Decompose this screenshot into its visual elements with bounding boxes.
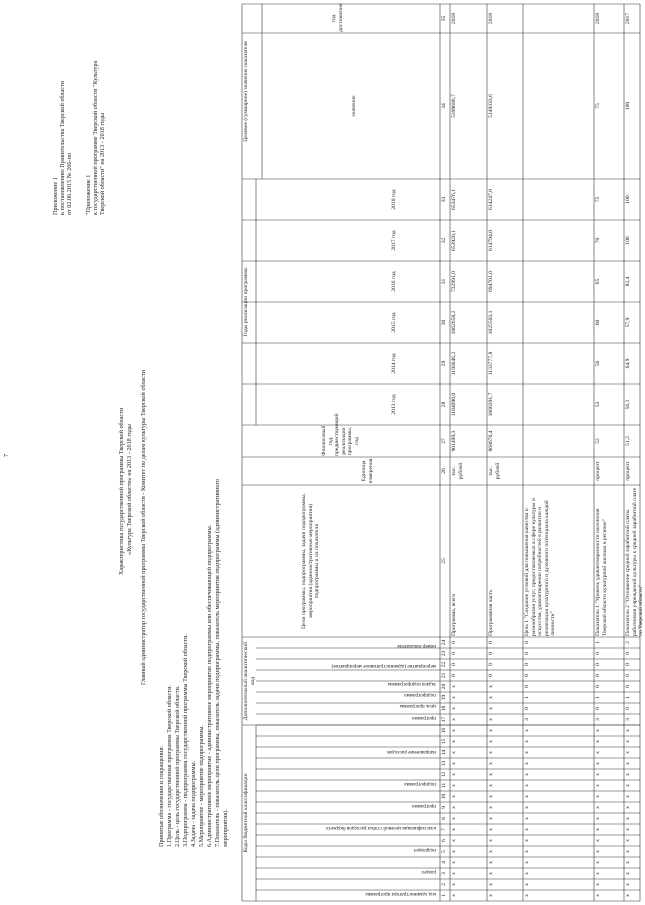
row-year-value: 60 xyxy=(595,319,601,326)
abbrev-item: 1.Программа - государственная программа Тверской области. xyxy=(166,685,173,847)
code-cell: х xyxy=(488,806,494,809)
header-years: Годы реализации программы xyxy=(243,267,249,337)
row-name: Цель 1 "Создание условий для повышения качества и разнообразия услуг, предоставляемых в сфере культуры и искусства, удовлетворение потребностей в развитии и реализации культурного и духовного потенциала каждой личности" xyxy=(524,498,557,636)
row-target-value: 5399686,7 xyxy=(451,94,457,118)
code-cell: 0 xyxy=(451,641,457,644)
code-cell: х xyxy=(625,784,631,787)
code-cell: х xyxy=(524,850,530,853)
code-cell: х xyxy=(451,707,457,710)
row-year-value: 64,9 xyxy=(625,358,631,369)
code-cell: х xyxy=(625,795,631,798)
code-cell: х xyxy=(451,861,457,864)
code-cell: 0 xyxy=(524,663,530,666)
row-target-value: 75 xyxy=(595,103,601,109)
code-cell: 0 xyxy=(524,707,530,710)
code-cell: х xyxy=(524,773,530,776)
header-target-year: год достижения xyxy=(331,3,344,32)
column-number: 13 xyxy=(441,760,447,767)
code-cell: х xyxy=(488,817,494,820)
code-cell: х xyxy=(524,806,530,809)
row-year-value: 53 xyxy=(595,401,601,408)
code-cell: 0 xyxy=(488,663,494,666)
column-number: 18 xyxy=(441,705,447,712)
code-cell: х xyxy=(451,751,457,754)
header-target-value: значение xyxy=(351,95,357,117)
code-cell: х xyxy=(625,773,631,776)
row-year-value: 694701,0 xyxy=(488,271,494,292)
column-number: 4 xyxy=(441,861,447,864)
code-cell: х xyxy=(595,850,601,853)
appendix-2-line-1: "Приложение 1 xyxy=(85,174,92,215)
code-cell: х xyxy=(451,784,457,787)
code-cell: х xyxy=(488,784,494,787)
code-cell: х xyxy=(451,718,457,721)
column-number: 26 xyxy=(441,468,447,474)
row-year-value: 100 xyxy=(625,236,631,245)
column-number: 34 xyxy=(441,103,447,109)
row-unit xyxy=(524,458,593,484)
column-number: 5 xyxy=(441,850,447,853)
code-cell: х xyxy=(488,872,494,875)
abbrev-item: 3.Подпрограмма - подпрограмма государственной программы Тверской области. xyxy=(182,634,189,847)
row-target-value: 100 xyxy=(625,101,631,111)
code-cell: х xyxy=(451,817,457,820)
code-cell: х xyxy=(595,729,601,732)
code-cell: х xyxy=(451,883,457,886)
row-target-year: 2017 xyxy=(625,12,631,25)
code-cell: х xyxy=(451,872,457,875)
code-cell: х xyxy=(524,817,530,820)
code-cell: 0 xyxy=(524,674,530,677)
column-number: 24 xyxy=(441,639,447,646)
row-target-year: 2018 xyxy=(451,12,457,25)
header-analytic-code: Дополнительный аналитический код xyxy=(243,641,256,721)
code-cell: х xyxy=(524,729,530,732)
column-number: 27 xyxy=(441,438,447,444)
code-cell: х xyxy=(625,817,631,820)
column-number: 28 xyxy=(441,401,447,408)
column-number: 2 xyxy=(441,883,447,886)
appendix-2-line-2: к государственной программе Тверской области "Культура xyxy=(92,60,99,215)
column-number: 15 xyxy=(441,738,447,745)
header-a-cel: цель программы xyxy=(399,703,436,709)
header-year-1: 2013 год xyxy=(391,394,397,415)
code-cell: х xyxy=(488,828,494,831)
row-year-value: 614794,0 xyxy=(488,230,494,251)
header-year-5: 2017 год xyxy=(391,230,397,251)
code-cell: 2 xyxy=(625,641,631,644)
row-year-value: 100 xyxy=(625,195,631,204)
code-cell: х xyxy=(524,872,530,875)
row-year-value: 732991,0 xyxy=(451,271,457,292)
row-unit: тыс. рублей xyxy=(451,462,464,480)
row-year-value: 1193646,2 xyxy=(451,351,457,376)
column-number: 32 xyxy=(441,237,447,244)
column-number: 33 xyxy=(441,196,447,203)
row-year-value: 56,1 xyxy=(625,399,631,410)
code-cell: х xyxy=(595,762,601,765)
code-cell: х xyxy=(625,883,631,886)
code-cell: х xyxy=(595,740,601,743)
abbrev-item: 6.Административное мероприятие - административное мероприятие подпрограммы или обеспечивающей подпрограммы. xyxy=(206,524,213,847)
code-cell: х xyxy=(451,795,457,798)
column-number: 6 xyxy=(441,839,447,842)
column-number: 14 xyxy=(441,749,447,756)
column-number: 21 xyxy=(441,672,447,679)
column-number: 7 xyxy=(441,828,447,831)
code-cell: х xyxy=(595,839,601,842)
column-number: 29 xyxy=(441,360,447,367)
column-number: 35 xyxy=(441,15,447,22)
row-target-year: 2018 xyxy=(595,12,601,25)
header-class: классификация целевой статьи расходов бюджета xyxy=(326,825,436,831)
row-unit: процент xyxy=(595,461,601,481)
code-cell: 0 xyxy=(595,663,601,666)
code-cell: х xyxy=(488,729,494,732)
header-fin-year: Финансовый год, предшествующий реализации программы, год xyxy=(321,413,360,456)
code-cell: 0 xyxy=(451,652,457,655)
code-cell: х xyxy=(625,850,631,853)
row-year-value: 1062658,2 xyxy=(451,310,457,335)
code-cell: х xyxy=(595,817,601,820)
header-podrazdel: подраздел xyxy=(413,847,436,853)
header-a-sub: подпрограмма xyxy=(404,692,436,698)
column-number: 25 xyxy=(441,558,447,564)
abbrev-item: 7.Показатель - показатель цели программы, показатель задачи подпрограммы, показатель мероприятия подпрограммы (административного xyxy=(214,479,221,847)
column-number: 8 xyxy=(441,817,447,820)
row-name: Программа, всего xyxy=(451,593,457,636)
code-cell: 0 xyxy=(488,652,494,655)
row-name: Показатель 2 "Отношение средней заработной платы работников учреждений культуры к средней заработной плате по Тверской области" xyxy=(625,487,645,636)
abbrev-item: 2.Цель - цель государственной программы Тверской области. xyxy=(174,685,181,847)
row-year-value: 653920,1 xyxy=(451,230,457,251)
code-cell: х xyxy=(451,685,457,688)
code-cell: 1 xyxy=(595,696,601,699)
column-number: 1 xyxy=(441,894,447,897)
code-cell: х xyxy=(625,740,631,743)
row-name: Показатель 1 "Уровень удовлетворенности населения Тверской области культурной жизнью в регионе" xyxy=(595,508,608,636)
code-cell: х xyxy=(488,685,494,688)
code-cell: х xyxy=(625,861,631,864)
code-cell: 0 xyxy=(451,674,457,677)
code-cell: х xyxy=(451,762,457,765)
column-number: 11 xyxy=(441,782,447,789)
row-year-value: 70 xyxy=(595,237,601,244)
code-cell: х xyxy=(595,806,601,809)
header-year-2: 2014 год xyxy=(391,353,397,374)
code-cell: х xyxy=(595,894,601,897)
row-year-value: 82,4 xyxy=(625,276,631,287)
code-cell: х xyxy=(625,828,631,831)
code-cell: х xyxy=(595,751,601,754)
page-number: 7 xyxy=(4,454,10,457)
code-cell: 0 xyxy=(488,641,494,644)
row-target-year xyxy=(524,5,593,32)
header-year-3: 2015 год xyxy=(391,312,397,333)
row-year-value xyxy=(524,262,593,301)
header-year-6: 2018 год xyxy=(391,189,397,210)
code-cell: 0 xyxy=(625,663,631,666)
header-target: Целевое (суммарное) значение показателя xyxy=(243,41,249,142)
code-cell: х xyxy=(488,762,494,765)
appendix-1-line-1: Приложение 1 xyxy=(52,177,59,215)
code-cell: 0 xyxy=(451,663,457,666)
row-fin: 52 xyxy=(595,438,601,444)
title-line-1: Характеристика государственной программы Тверской области xyxy=(118,407,125,575)
header-program: программа xyxy=(412,803,436,809)
code-cell: х xyxy=(595,773,601,776)
row-unit: тыс. рублей xyxy=(488,462,501,480)
code-cell: 0 xyxy=(625,652,631,655)
header-direction: направление расходов xyxy=(387,749,436,755)
code-cell: х xyxy=(524,883,530,886)
code-cell: х xyxy=(488,839,494,842)
code-cell: 1 xyxy=(524,696,530,699)
code-cell: 0 xyxy=(595,652,601,655)
code-cell: х xyxy=(451,894,457,897)
row-year-value: 614247,0 xyxy=(488,189,494,210)
code-cell: х xyxy=(524,861,530,864)
code-cell: х xyxy=(488,894,494,897)
header-year-4: 2016 год xyxy=(391,271,397,292)
column-number: 23 xyxy=(441,650,447,657)
abbrev-header: Принятые обозначения и сокращения: xyxy=(158,746,165,847)
code-cell: 0 xyxy=(595,707,601,710)
row-year-value: 1025503,1 xyxy=(488,310,494,335)
abbrev-item: 4.Задача - задача подпрограммы. xyxy=(190,760,197,847)
column-number: 22 xyxy=(441,661,447,668)
row-year-value: 1184090,0 xyxy=(451,392,457,417)
row-year-value: 75 xyxy=(595,196,601,203)
code-cell: х xyxy=(625,806,631,809)
code-cell: х xyxy=(488,850,494,853)
column-number: 17 xyxy=(441,716,447,723)
row-year-value xyxy=(524,344,593,383)
code-cell: х xyxy=(488,707,494,710)
row-target-value xyxy=(524,34,593,178)
code-cell: 0 xyxy=(595,685,601,688)
header-unit: Единица измерения xyxy=(361,458,374,484)
header-a-event: мероприятие (административное мероприятие) xyxy=(331,663,436,669)
code-cell: х xyxy=(595,795,601,798)
code-cell: х xyxy=(451,740,457,743)
column-number: 20 xyxy=(441,683,447,690)
header-a-program: программа xyxy=(412,715,436,721)
code-cell: 0 xyxy=(524,652,530,655)
column-number: 19 xyxy=(441,694,447,701)
row-year-value xyxy=(524,221,593,260)
code-cell: х xyxy=(488,718,494,721)
code-cell: х xyxy=(488,861,494,864)
code-cell: х xyxy=(595,883,601,886)
row-name: Программная часть xyxy=(488,589,494,636)
code-cell: х xyxy=(524,751,530,754)
code-cell: х xyxy=(488,751,494,754)
column-number: 9 xyxy=(441,806,447,809)
header-name: Цели программы, подпрограммы, задачи подпрограммы, мероприятия (административные мероприятия) подпрограммы и их показатели xyxy=(301,493,321,629)
code-cell: 0 xyxy=(524,685,530,688)
row-year-value xyxy=(524,303,593,342)
row-year-value: 57,9 xyxy=(625,317,631,328)
code-cell: 3 xyxy=(524,718,530,721)
code-cell: 0 xyxy=(524,641,530,644)
code-cell: х xyxy=(451,773,457,776)
code-cell: х xyxy=(625,894,631,897)
code-cell: х xyxy=(451,806,457,809)
column-number: 16 xyxy=(441,727,447,734)
code-cell: х xyxy=(595,872,601,875)
code-cell: х xyxy=(451,729,457,732)
code-cell: х xyxy=(524,828,530,831)
header-a-ind: номер показателя xyxy=(397,643,436,649)
header-a-task: задача подпрограммы xyxy=(387,681,436,687)
row-fin: 51,2 xyxy=(625,436,631,446)
code-cell: х xyxy=(625,729,631,732)
code-cell: х xyxy=(451,696,457,699)
code-cell: 3 xyxy=(625,718,631,721)
appendix-2-line-3: Тверской области" на 2013 - 2018 годы xyxy=(99,112,106,215)
code-cell: х xyxy=(524,762,530,765)
row-year-value: 56 xyxy=(595,360,601,367)
code-cell: х xyxy=(524,795,530,798)
column-number: 31 xyxy=(441,278,447,285)
code-cell: 1 xyxy=(625,696,631,699)
code-cell: 0 xyxy=(625,674,631,677)
header-razdel: раздел xyxy=(421,869,436,875)
code-cell: 0 xyxy=(625,685,631,688)
row-year-value: 65 xyxy=(595,278,601,285)
code-cell: х xyxy=(488,795,494,798)
code-cell: х xyxy=(524,740,530,743)
code-cell: х xyxy=(625,762,631,765)
code-cell: 0 xyxy=(625,707,631,710)
code-cell: х xyxy=(524,784,530,787)
code-cell: х xyxy=(451,839,457,842)
code-cell: 3 xyxy=(595,718,601,721)
code-cell: х xyxy=(451,850,457,853)
row-unit: процент xyxy=(625,461,631,481)
column-number: 30 xyxy=(441,319,447,326)
code-cell: х xyxy=(488,883,494,886)
row-fin: 868670,4 xyxy=(488,430,494,452)
column-number: 3 xyxy=(441,872,447,875)
header-subprogram: подпрограмма xyxy=(404,781,436,787)
header-admin: код администратора программы xyxy=(365,891,436,897)
abbrev-item: 5.Мероприятие - мероприятие подпрограммы. xyxy=(198,725,205,847)
column-number: 12 xyxy=(441,771,447,778)
abbrev-item: мероприятия). xyxy=(222,809,229,847)
code-cell: х xyxy=(524,839,530,842)
appendix-1-line-2: к постановлению Правительства Тверской области xyxy=(59,80,66,215)
appendix-1-line-3: от 02.06.2015 № 266-пп xyxy=(66,152,73,215)
code-cell: 1 xyxy=(595,641,601,644)
code-cell: х xyxy=(625,872,631,875)
code-cell: х xyxy=(595,861,601,864)
row-target-year: 2018 xyxy=(488,12,494,25)
code-cell: х xyxy=(524,894,530,897)
code-cell: 0 xyxy=(488,674,494,677)
code-cell: х xyxy=(488,696,494,699)
row-fin: 901499,3 xyxy=(451,430,457,452)
row-year-value: 1133777,8 xyxy=(488,351,494,376)
title-line-3: Главный администратор государственной программы Тверской области - Комитет по делам культуры Тверской области xyxy=(140,369,147,685)
row-year-value xyxy=(524,385,593,424)
code-cell: х xyxy=(488,773,494,776)
header-budget-codes: Коды бюджетной классификации xyxy=(243,773,249,853)
code-cell: 0 xyxy=(595,674,601,677)
code-cell: х xyxy=(488,740,494,743)
column-number: 10 xyxy=(441,793,447,800)
row-year-value: 1066391,7 xyxy=(488,392,494,417)
code-cell: х xyxy=(595,784,601,787)
code-cell: х xyxy=(625,839,631,842)
row-year-value xyxy=(524,180,593,219)
row-target-value: 5149333,6 xyxy=(488,94,494,118)
code-cell: х xyxy=(625,751,631,754)
row-year-value: 653476,1 xyxy=(451,189,457,210)
title-line-2: «Культура Тверской области» на 2013 - 2018 годы xyxy=(126,424,133,555)
code-cell: х xyxy=(451,828,457,831)
code-cell: х xyxy=(595,828,601,831)
row-fin xyxy=(524,426,593,456)
